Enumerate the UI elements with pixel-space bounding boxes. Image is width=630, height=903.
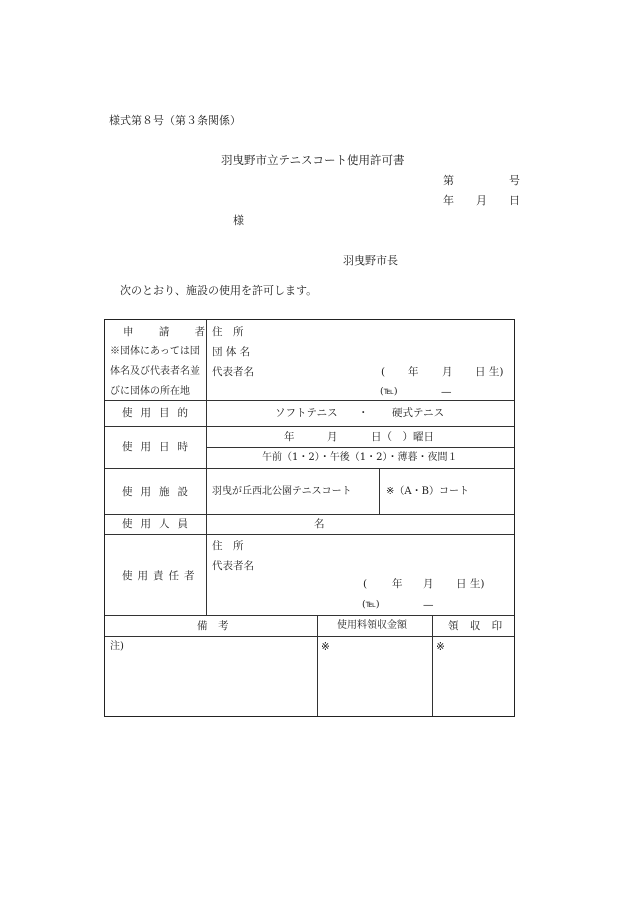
number-label-dai: 第	[443, 174, 454, 187]
responsible-label: 使用責任者	[122, 570, 200, 582]
applicant-birth-day: 日 生)	[475, 366, 504, 378]
datetime-month: 月	[327, 431, 338, 443]
persons-unit: 名	[314, 518, 325, 530]
purpose-option-soft: ソフトテニス	[275, 407, 338, 419]
issuer-name: 羽曳野市長	[343, 254, 398, 267]
persons-label: 使用人員	[122, 518, 196, 530]
form-number: 様式第８号（第３条関係）	[109, 114, 241, 127]
responsible-rep-label: 代表者名	[212, 560, 254, 572]
responsible-tel-dash: —	[423, 599, 434, 611]
row-divider	[105, 636, 514, 637]
row-divider	[105, 426, 514, 427]
applicant-group-label: 団 体 名	[212, 346, 251, 358]
date-month-label: 月	[476, 194, 487, 207]
row-divider	[105, 514, 514, 515]
applicant-note-line1: ※団体にあっては団	[110, 346, 200, 357]
applicant-label: 申 請 者	[123, 326, 217, 338]
responsible-birth-day: 日 生)	[456, 578, 485, 590]
column-divider	[317, 615, 318, 716]
fee-header: 使用料領収金額	[337, 620, 407, 631]
fee-mark: ※	[321, 641, 330, 653]
receipt-header: 領 収 印	[448, 620, 507, 632]
remarks-note: 注)	[110, 641, 124, 652]
date-day-label: 日	[509, 194, 520, 207]
document-title: 羽曳野市立テニスコート使用許可書	[221, 153, 405, 167]
responsible-birth-year: 年	[392, 578, 403, 590]
column-divider	[432, 615, 433, 716]
applicant-birth-paren: (	[381, 366, 386, 378]
responsible-tel-label: (℡)	[362, 599, 380, 610]
applicant-tel-label: (℡)	[380, 386, 398, 397]
purpose-label: 使用目的	[122, 407, 196, 419]
datetime-day-weekday: 日（ ）曜日	[371, 431, 434, 443]
remarks-header: 備 考	[197, 620, 229, 632]
datetime-label: 使用日時	[122, 441, 196, 453]
applicant-birth-month: 月	[442, 366, 453, 378]
row-divider	[105, 468, 514, 469]
facility-label: 使用施設	[122, 486, 196, 498]
date-year-label: 年	[443, 194, 454, 207]
receipt-mark: ※	[436, 641, 445, 653]
datetime-slots: 午前（1・2）・午後（1・2）・薄暮・夜間１	[262, 452, 458, 463]
row-divider	[105, 615, 514, 616]
purpose-separator: ・	[358, 407, 369, 419]
permit-form-table	[104, 319, 515, 717]
column-divider	[206, 320, 207, 615]
purpose-option-hard: 硬式テニス	[392, 407, 445, 419]
responsible-birth-month: 月	[423, 578, 434, 590]
number-label-go: 号	[509, 174, 520, 187]
facility-name: 羽曳が丘西北公園テニスコート	[212, 486, 352, 497]
column-divider	[379, 468, 380, 514]
applicant-rep-label: 代表者名	[212, 366, 254, 378]
row-divider	[206, 447, 514, 448]
applicant-tel-dash: —	[441, 386, 452, 398]
addressee-sama: 様	[233, 214, 244, 227]
row-divider	[105, 400, 514, 401]
intro-text: 次のとおり、施設の使用を許可します。	[120, 284, 318, 297]
row-divider	[105, 534, 514, 535]
applicant-note-line3: びに団体の所在地	[110, 386, 190, 397]
applicant-note-line2: 体名及び代表者名並	[110, 366, 200, 377]
datetime-year: 年	[284, 431, 295, 443]
responsible-birth-paren: (	[363, 578, 368, 590]
applicant-birth-year: 年	[408, 366, 419, 378]
applicant-address-label: 住 所	[212, 326, 244, 338]
facility-court: ※（A・B）コート	[386, 486, 469, 497]
responsible-address-label: 住 所	[212, 540, 244, 552]
